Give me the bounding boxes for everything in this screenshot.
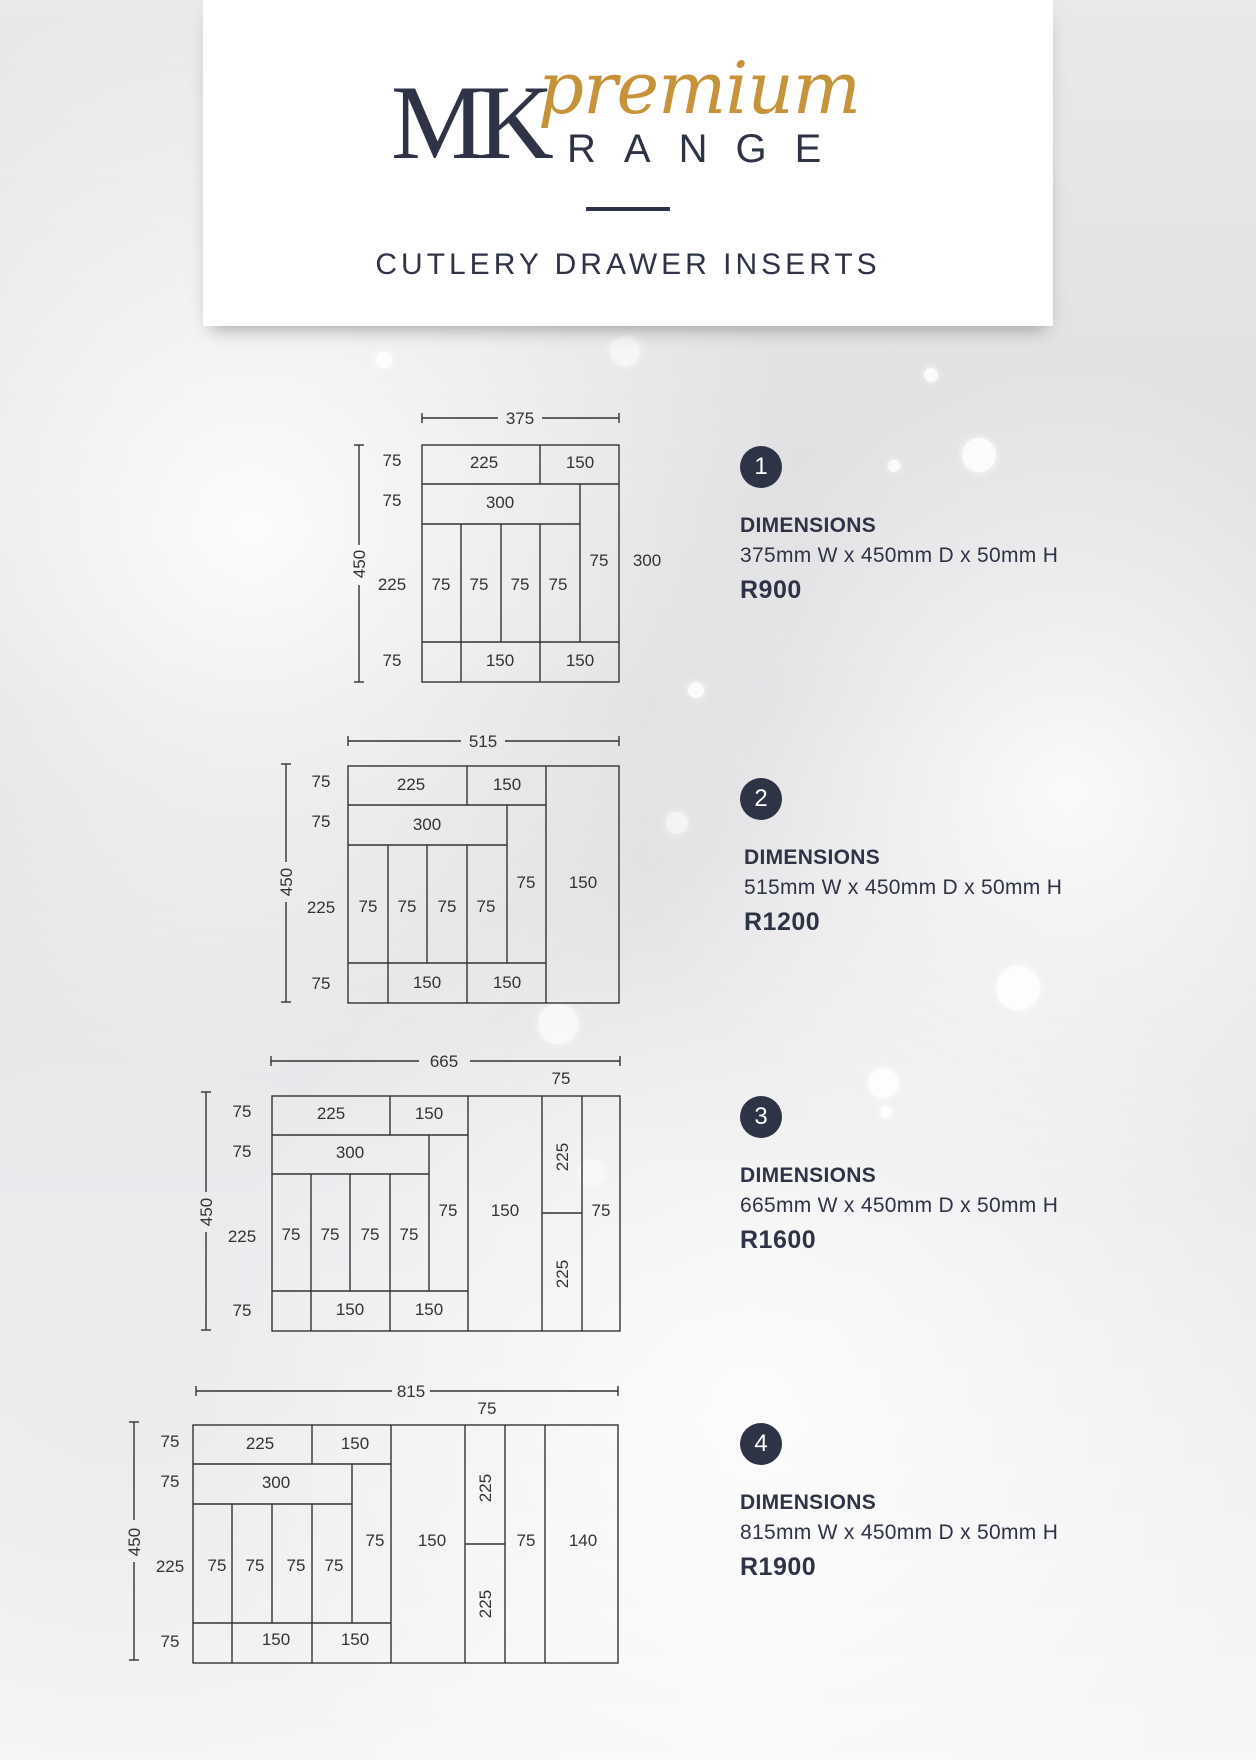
- compartment-label: 150: [485, 651, 515, 670]
- compartment-label: 75: [591, 1201, 611, 1220]
- compartment-label: 150: [565, 651, 595, 670]
- width-label: 375: [505, 409, 535, 428]
- diagram-4: [129, 1386, 618, 1663]
- compartment-label: 300: [261, 1473, 291, 1492]
- compartment-label: 225: [316, 1104, 346, 1123]
- row-label: 225: [377, 575, 407, 594]
- insert-info-2: [740, 778, 1062, 937]
- compartment-label: 75: [207, 1556, 227, 1575]
- compartment-label: 75: [360, 1225, 380, 1244]
- row-label: 225: [227, 1227, 257, 1246]
- row-label: 75: [232, 1301, 252, 1320]
- depth-label: 450: [125, 1527, 144, 1557]
- depth-label: 450: [277, 867, 296, 897]
- compartment-label: 150: [568, 873, 598, 892]
- compartment-label: 75: [365, 1531, 385, 1550]
- insert-info-3: [740, 1096, 1058, 1255]
- compartment-label: 75: [281, 1225, 301, 1244]
- compartment-label: 150: [414, 1300, 444, 1319]
- compartment-label: 225: [245, 1434, 275, 1453]
- compartment-label: 75: [358, 897, 378, 916]
- row-label: 75: [382, 651, 402, 670]
- compartment-label: 300: [412, 815, 442, 834]
- compartment-label: 225: [469, 453, 499, 472]
- insert-info-4: [740, 1423, 1058, 1582]
- row-label: 75: [160, 1472, 180, 1491]
- row-label: 225: [155, 1557, 185, 1576]
- row-label: 75: [311, 812, 331, 831]
- compartment-label: 225: [476, 1473, 495, 1503]
- logo-range: RANGE: [567, 127, 850, 171]
- price: R900: [740, 576, 802, 604]
- dimensions-value: 515mm W x 450mm D x 50mm H: [744, 876, 1063, 899]
- diagram-2: [281, 736, 619, 1003]
- compartment-label: 75: [516, 1531, 536, 1550]
- compartment-label: 150: [335, 1300, 365, 1319]
- row-label: 75: [232, 1142, 252, 1161]
- compartment-label: 75: [324, 1556, 344, 1575]
- compartment-label: 75: [286, 1556, 306, 1575]
- compartment-label: 150: [417, 1531, 447, 1550]
- row-label: 75: [160, 1632, 180, 1651]
- price: R1200: [744, 908, 821, 936]
- compartment-label: 225: [476, 1589, 495, 1619]
- insert-info-1: [740, 446, 1058, 605]
- insert-number-badge: 3: [740, 1096, 782, 1138]
- row-label: 225: [306, 898, 336, 917]
- top-note-label: 75: [477, 1399, 497, 1418]
- compartment-label: 75: [399, 1225, 419, 1244]
- compartment-label: 225: [553, 1259, 572, 1289]
- compartment-label: 75: [476, 897, 496, 916]
- page-title: CUTLERY DRAWER INSERTS: [375, 248, 881, 281]
- compartment-label: 300: [335, 1143, 365, 1162]
- compartment-label: 75: [438, 1201, 458, 1220]
- depth-label: 450: [197, 1197, 216, 1227]
- dimensions-value: 375mm W x 450mm D x 50mm H: [740, 544, 1059, 567]
- dimensions-value: 815mm W x 450mm D x 50mm H: [740, 1521, 1059, 1544]
- compartment-label: 150: [414, 1104, 444, 1123]
- compartment-label: 75: [516, 873, 536, 892]
- row-label: 75: [160, 1432, 180, 1451]
- compartment-label: 150: [261, 1630, 291, 1649]
- dimensions-heading: DIMENSIONS: [744, 846, 881, 869]
- top-note-label: 75: [551, 1069, 571, 1088]
- compartment-label: 75: [548, 575, 568, 594]
- width-label: 815: [396, 1382, 426, 1401]
- compartment-label: 300: [485, 493, 515, 512]
- row-label: 75: [311, 772, 331, 791]
- row-label: 75: [232, 1102, 252, 1121]
- compartment-label: 75: [589, 551, 609, 570]
- side-label: 300: [632, 551, 662, 570]
- compartment-label: 150: [565, 453, 595, 472]
- compartment-label: 150: [340, 1630, 370, 1649]
- compartment-label: 75: [431, 575, 451, 594]
- diagram-3: [201, 1056, 620, 1331]
- compartment-label: 150: [340, 1434, 370, 1453]
- compartment-label: 75: [510, 575, 530, 594]
- compartment-label: 225: [396, 775, 426, 794]
- dimensions-heading: DIMENSIONS: [740, 1164, 877, 1187]
- row-label: 75: [382, 491, 402, 510]
- compartment-label: 75: [320, 1225, 340, 1244]
- row-label: 75: [382, 451, 402, 470]
- dimensions-heading: DIMENSIONS: [740, 514, 877, 537]
- logo-script-premium: premium: [538, 46, 861, 130]
- compartment-label: 75: [245, 1556, 265, 1575]
- logo-mk: MK: [391, 64, 546, 181]
- compartment-label: 150: [492, 973, 522, 992]
- insert-number-badge: 4: [740, 1423, 782, 1465]
- depth-label: 450: [350, 549, 369, 579]
- dimensions-heading: DIMENSIONS: [740, 1491, 877, 1514]
- compartment-label: 75: [397, 897, 417, 916]
- price: R1600: [740, 1226, 817, 1254]
- compartment-label: 150: [412, 973, 442, 992]
- insert-number-badge: 1: [740, 446, 782, 488]
- compartment-label: 150: [490, 1201, 520, 1220]
- row-label: 75: [311, 974, 331, 993]
- compartment-label: 140: [568, 1531, 598, 1550]
- compartment-label: 150: [492, 775, 522, 794]
- width-label: 665: [429, 1052, 459, 1071]
- insert-number-badge: 2: [740, 778, 782, 820]
- price: R1900: [740, 1553, 817, 1581]
- compartment-label: 75: [469, 575, 489, 594]
- compartment-label: 75: [437, 897, 457, 916]
- compartment-label: 225: [553, 1142, 572, 1172]
- width-label: 515: [468, 732, 498, 751]
- dimensions-value: 665mm W x 450mm D x 50mm H: [740, 1194, 1059, 1217]
